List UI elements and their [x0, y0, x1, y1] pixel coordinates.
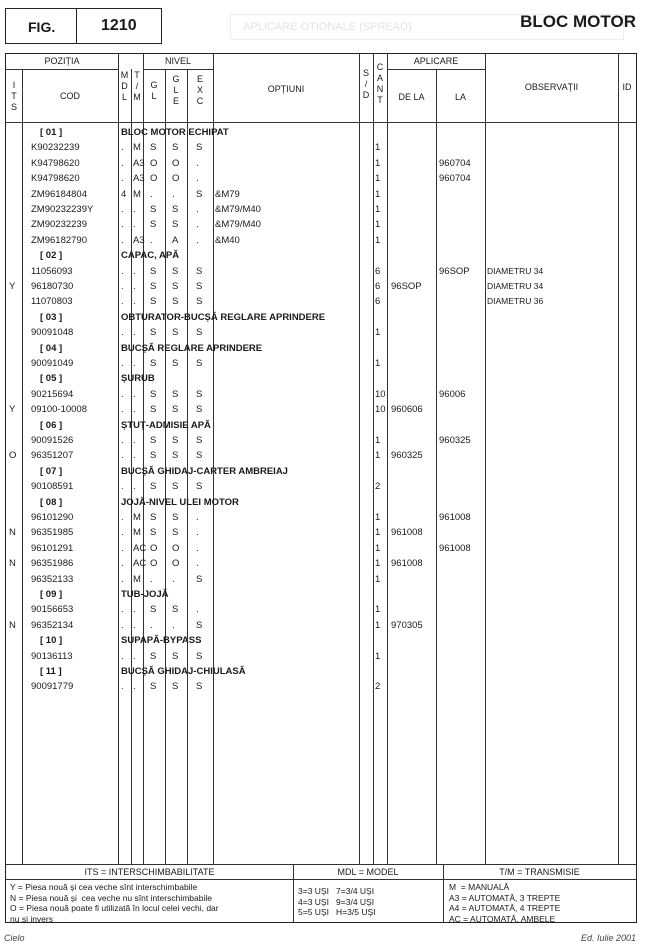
cod-cell: 09100-10008	[31, 404, 87, 416]
header-cod: COD	[60, 91, 80, 101]
gl-cell: S	[150, 358, 157, 369]
group-header-row	[6, 464, 636, 479]
gle-cell: S	[172, 435, 179, 446]
exc-cell: .	[196, 173, 199, 185]
header-observatii: OBSERVAȚII	[524, 82, 579, 92]
tm-cell: .	[133, 296, 136, 308]
legend-mdl-text: 3=3 UȘI 7=3/4 UȘI 4=3 UȘI 9=3/4 UȘI 5=5 UȘI H=3/5 UȘI	[298, 886, 376, 917]
gl-cell: O	[150, 157, 158, 169]
part-row	[6, 433, 636, 448]
tm-cell: .	[133, 358, 136, 369]
position-number: [ 07 ]	[40, 465, 63, 477]
cant-cell: 1	[375, 157, 381, 169]
header-optiuni: OPȚIUNI	[267, 84, 305, 94]
part-group-name: BUCȘĂ GHIDAJ-CARTER AMBREIAJ	[121, 465, 288, 477]
tm-cell: M	[133, 527, 141, 539]
cant-cell: 1	[375, 358, 381, 369]
part-row	[6, 402, 636, 417]
mdl-cell: .	[121, 204, 124, 215]
gle-cell: S	[172, 512, 179, 523]
tm-cell: M	[133, 142, 141, 154]
cod-cell: K94798620	[31, 157, 80, 169]
la-cell: 96006	[439, 388, 466, 400]
tm-cell: A3	[133, 234, 145, 246]
exc-cell: S	[196, 481, 203, 493]
tm-cell: M	[133, 573, 141, 585]
gle-cell: O	[172, 542, 180, 554]
observatii-cell: DIAMETRU 34	[487, 265, 544, 276]
group-header-row	[6, 248, 636, 263]
mdl-cell: .	[121, 173, 124, 185]
cant-cell: 1	[375, 604, 381, 616]
tm-cell: AC	[133, 542, 147, 554]
cod-cell: 96352133	[31, 573, 74, 585]
de-la-cell: 96SOP	[391, 281, 422, 292]
mdl-cell: .	[121, 296, 124, 308]
group-header-row	[6, 125, 636, 140]
cant-cell: 2	[375, 481, 381, 493]
cant-cell: 1	[375, 619, 381, 631]
mdl-cell: .	[121, 281, 124, 292]
mdl-cell: .	[121, 388, 124, 400]
its-cell: O	[9, 450, 17, 462]
cod-cell: 90091048	[31, 327, 74, 339]
gle-cell: .	[172, 188, 175, 200]
parts-table	[5, 53, 637, 923]
part-row	[6, 264, 636, 279]
part-group-name: OBTURATOR-BUCȘĂ REGLARE APRINDERE	[121, 311, 326, 323]
exc-cell: S	[196, 327, 203, 339]
part-group-name: BUCȘĂ REGLARE APRINDERE	[121, 342, 263, 354]
part-row	[6, 649, 636, 664]
header-pozitia: POZIȚIA	[44, 56, 80, 66]
tm-cell: M	[133, 512, 141, 523]
cant-cell: 1	[375, 435, 381, 446]
cod-cell: ZM96184804	[31, 188, 87, 200]
part-group-name: ȘURUB	[121, 373, 155, 385]
part-row	[6, 572, 636, 587]
mdl-cell: .	[121, 650, 124, 662]
gl-cell: S	[150, 388, 157, 400]
cod-cell: K94798620	[31, 173, 80, 185]
tm-cell: .	[133, 650, 136, 662]
gl-cell: O	[150, 542, 158, 554]
its-cell: Y	[9, 404, 16, 416]
cant-cell: 1	[375, 173, 381, 185]
gl-cell: S	[150, 404, 157, 416]
mdl-cell: .	[121, 681, 124, 693]
part-group-name: JOJĂ-NIVEL ULEI MOTOR	[121, 496, 239, 508]
mdl-cell: .	[121, 512, 124, 523]
group-header-row	[6, 633, 636, 648]
footer-left: Cielo	[4, 933, 25, 943]
header-mdl: M D L	[120, 70, 129, 102]
group-header-row	[6, 418, 636, 433]
part-row	[6, 448, 636, 463]
gl-cell: S	[150, 435, 157, 446]
cant-cell: 6	[375, 265, 381, 277]
gle-cell: .	[172, 619, 175, 631]
gle-cell: S	[172, 450, 179, 462]
gl-cell: .	[150, 234, 153, 246]
cod-cell: 96351207	[31, 450, 74, 462]
cod-cell: ZM96182790	[31, 234, 87, 246]
gl-cell: S	[150, 481, 157, 493]
exc-cell: .	[196, 542, 199, 554]
cant-cell: 10	[375, 388, 386, 400]
cant-cell: 1	[375, 219, 381, 231]
legend-its-title: ITS = INTERSCHIMBABILITATE	[84, 867, 215, 877]
part-row	[6, 171, 636, 186]
part-row	[6, 356, 636, 371]
gle-cell: S	[172, 296, 179, 308]
part-row	[6, 387, 636, 402]
position-number: [ 10 ]	[40, 635, 63, 647]
gl-cell: .	[150, 619, 153, 631]
mdl-cell: .	[121, 619, 124, 631]
gle-cell: S	[172, 650, 179, 662]
de-la-cell: 961008	[391, 527, 423, 539]
cant-cell: 6	[375, 281, 381, 292]
gle-cell: S	[172, 219, 179, 231]
cant-cell: 1	[375, 188, 381, 200]
gl-cell: .	[150, 188, 153, 200]
option-cell: &M40	[215, 234, 240, 246]
gle-cell: S	[172, 265, 179, 277]
header-de-la: DE LA	[398, 92, 425, 102]
header-cant: C A N T	[376, 62, 384, 105]
gle-cell: S	[172, 388, 179, 400]
tm-cell: .	[133, 204, 136, 215]
cant-cell: 1	[375, 527, 381, 539]
exc-cell: S	[196, 404, 203, 416]
cant-cell: 1	[375, 142, 381, 154]
position-number: [ 05 ]	[40, 373, 63, 385]
gle-cell: S	[172, 604, 179, 616]
group-header-row	[6, 371, 636, 386]
cant-cell: 1	[375, 512, 381, 523]
mdl-cell: .	[121, 358, 124, 369]
cod-cell: 96352134	[31, 619, 74, 631]
observatii-cell: DIAMETRU 36	[487, 296, 544, 307]
mdl-cell: .	[121, 219, 124, 231]
part-row	[6, 156, 636, 171]
tm-cell: .	[133, 435, 136, 446]
cant-cell: 10	[375, 404, 386, 416]
group-header-row	[6, 664, 636, 679]
exc-cell: S	[196, 435, 203, 446]
exc-cell: S	[196, 265, 203, 277]
header-la: LA	[454, 92, 466, 102]
tm-cell: .	[133, 219, 136, 231]
gle-cell: .	[172, 573, 175, 585]
la-cell: 961008	[439, 542, 471, 554]
part-row	[6, 618, 636, 633]
position-number: [ 08 ]	[40, 496, 63, 508]
cant-cell: 1	[375, 650, 381, 662]
mdl-cell: .	[121, 450, 124, 462]
gle-cell: S	[172, 358, 179, 369]
gl-cell: S	[150, 604, 157, 616]
cod-cell: 96101291	[31, 542, 74, 554]
cod-cell: 90215694	[31, 388, 74, 400]
position-number: [ 09 ]	[40, 589, 63, 600]
cod-cell: 96180730	[31, 281, 74, 292]
part-group-name: BUCȘĂ GHIDAJ-CHIULASĂ	[121, 666, 246, 677]
tm-cell: .	[133, 681, 136, 693]
gl-cell: S	[150, 281, 157, 292]
cod-cell: ZM90232239	[31, 219, 87, 231]
mdl-cell: .	[121, 527, 124, 539]
tm-cell: A3	[133, 157, 145, 169]
exc-cell: S	[196, 573, 203, 585]
exc-cell: S	[196, 188, 203, 200]
cod-cell: 11070803	[31, 296, 73, 308]
group-header-row	[6, 587, 636, 602]
legend-tm-title: T/M = TRANSMISIE	[499, 867, 580, 877]
exc-cell: .	[196, 604, 199, 616]
header-sd: S / D	[362, 68, 370, 100]
part-row	[6, 679, 636, 694]
part-row	[6, 233, 636, 248]
group-header-row	[6, 341, 636, 356]
mdl-cell: .	[121, 435, 124, 446]
gle-cell: S	[172, 481, 179, 493]
position-number: [ 06 ]	[40, 419, 63, 431]
gl-cell: S	[150, 650, 157, 662]
tm-cell: A3	[133, 173, 145, 185]
gle-cell: S	[172, 527, 179, 539]
header-exc: E X C	[196, 74, 204, 106]
part-row	[6, 556, 636, 571]
part-row	[6, 187, 636, 202]
la-cell: 960704	[439, 157, 471, 169]
gl-cell: S	[150, 512, 157, 523]
exc-cell: S	[196, 388, 203, 400]
part-row	[6, 510, 636, 525]
gle-cell: O	[172, 558, 180, 570]
la-cell: 960704	[439, 173, 471, 185]
gle-cell: S	[172, 404, 179, 416]
exc-cell: S	[196, 281, 203, 292]
cant-cell: 6	[375, 296, 381, 308]
cant-cell: 1	[375, 327, 381, 339]
its-cell: N	[9, 619, 16, 631]
part-row	[6, 140, 636, 155]
cant-cell: 1	[375, 558, 381, 570]
mdl-cell: .	[121, 404, 124, 416]
tm-cell: M	[133, 188, 141, 200]
exc-cell: S	[196, 450, 203, 462]
ghost-text: APLICARE OTIONALE (SPREAD)	[230, 14, 624, 40]
observatii-cell: DIAMETRU 34	[487, 281, 544, 291]
cod-cell: K90232239	[31, 142, 80, 154]
part-group-name: ȘTUȚ-ADMISIE APĂ	[121, 419, 211, 431]
exc-cell: .	[196, 512, 199, 523]
part-group-name: CAPAC, APĂ	[121, 250, 180, 262]
exc-cell: S	[196, 358, 203, 369]
de-la-cell: 970305	[391, 619, 423, 631]
tm-cell: .	[133, 388, 136, 400]
gl-cell: S	[150, 327, 157, 339]
position-number: [ 02 ]	[40, 250, 63, 262]
la-cell: 961008	[439, 512, 471, 523]
header-nivel: NIVEL	[164, 56, 191, 66]
position-number: [ 03 ]	[40, 311, 63, 323]
cod-cell: 96351985	[31, 527, 74, 539]
tm-cell: .	[133, 281, 136, 292]
tm-cell: .	[133, 404, 136, 416]
position-number: [ 11 ]	[40, 666, 62, 677]
cod-cell: 90091779	[31, 681, 74, 693]
option-cell: &M79/M40	[215, 219, 261, 231]
cod-cell: 90091049	[31, 358, 74, 369]
legend-mdl-title: MDL = MODEL	[337, 867, 399, 877]
cant-cell: 2	[375, 681, 381, 693]
figure-number: 1210	[101, 17, 137, 34]
gl-cell: .	[150, 573, 153, 585]
option-cell: &M79/M40	[215, 204, 261, 215]
gl-cell: S	[150, 204, 157, 215]
cant-cell: 1	[375, 450, 381, 462]
header-tm: T / M	[133, 70, 141, 102]
option-cell: &M79	[215, 188, 240, 200]
mdl-cell: .	[121, 604, 124, 616]
tm-cell: .	[133, 604, 136, 616]
footer-right: Ed. Iulie 2001	[580, 933, 636, 943]
gl-cell: S	[150, 296, 157, 308]
part-row	[6, 325, 636, 340]
cod-cell: 90108591	[31, 481, 74, 493]
part-group-name: SUPAPĂ-BYPASS	[121, 635, 202, 647]
exc-cell: .	[196, 219, 199, 231]
gl-cell: S	[150, 681, 157, 693]
mdl-cell: .	[121, 481, 124, 493]
header-aplicare: APLICARE	[413, 56, 459, 66]
tm-cell: AC	[133, 558, 147, 570]
part-row	[6, 217, 636, 232]
exc-cell: S	[196, 681, 203, 693]
exc-cell: .	[196, 204, 199, 215]
cod-cell: ZM90232239Y	[31, 204, 94, 215]
exc-cell: .	[196, 157, 199, 169]
exc-cell: .	[196, 234, 199, 246]
legend-its-text: Y = Piesa nouă și cea veche sînt interschimbabile N = Piesa nouă și cea veche nu sînt interschimbabile O = Piesa nouă poate fi utilizată în locul celei vechi, dar nu și invers	[10, 882, 219, 924]
gle-cell: S	[172, 142, 179, 154]
position-number: [ 04 ]	[40, 342, 63, 354]
part-row	[6, 602, 636, 617]
part-row	[6, 525, 636, 540]
de-la-cell: 960606	[391, 404, 423, 416]
exc-cell: S	[196, 619, 203, 631]
figure-box	[5, 8, 162, 44]
gl-cell: S	[150, 450, 157, 462]
exc-cell: S	[196, 142, 203, 154]
its-cell: N	[9, 527, 16, 539]
cod-cell: 96351986	[31, 558, 74, 570]
cant-cell: 1	[375, 542, 381, 554]
gl-cell: S	[150, 527, 157, 539]
cod-cell: 96101290	[31, 512, 74, 523]
part-group-name: BLOC MOTOR ECHIPAT	[121, 127, 229, 138]
part-row	[6, 541, 636, 556]
cant-cell: 1	[375, 573, 381, 585]
mdl-cell: 4	[121, 188, 127, 200]
position-number: [ 01 ]	[40, 127, 63, 138]
header-gl: G L	[150, 80, 158, 101]
cod-cell: 90091526	[31, 435, 74, 446]
header-id: ID	[622, 82, 632, 92]
mdl-cell: .	[121, 157, 124, 169]
gle-cell: S	[172, 281, 179, 292]
gle-cell: S	[172, 327, 179, 339]
exc-cell: .	[196, 558, 199, 570]
group-header-row	[6, 310, 636, 325]
mdl-cell: .	[121, 542, 124, 554]
figure-label: FIG.	[28, 19, 56, 35]
mdl-cell: .	[121, 234, 124, 246]
tm-cell: .	[133, 265, 136, 277]
de-la-cell: 960325	[391, 450, 423, 462]
cod-cell: 90156653	[31, 604, 74, 616]
la-cell: 96SOP	[439, 265, 470, 277]
page-title: BLOC MOTOR	[520, 12, 636, 31]
group-header-row	[6, 495, 636, 510]
cant-cell: 1	[375, 204, 381, 215]
part-group-name: TUB-JOJĂ	[121, 589, 169, 600]
gl-cell: O	[150, 173, 158, 185]
exc-cell: .	[196, 527, 199, 539]
gle-cell: A	[172, 234, 179, 246]
gl-cell: S	[150, 219, 157, 231]
header-gle: G L E	[172, 74, 180, 106]
mdl-cell: .	[121, 142, 124, 154]
gle-cell: S	[172, 204, 179, 215]
its-cell: Y	[9, 281, 16, 292]
exc-cell: S	[196, 296, 203, 308]
its-cell: N	[9, 558, 16, 570]
mdl-cell: .	[121, 327, 124, 339]
gle-cell: S	[172, 681, 179, 693]
la-cell: 960325	[439, 435, 471, 446]
part-row	[6, 294, 636, 309]
mdl-cell: .	[121, 265, 124, 277]
gl-cell: S	[150, 265, 157, 277]
cod-cell: 90136113	[31, 650, 73, 662]
gl-cell: O	[150, 558, 158, 570]
part-row	[6, 279, 636, 294]
part-row	[6, 202, 636, 217]
cod-cell: 11056093	[31, 265, 73, 277]
gle-cell: O	[172, 157, 180, 169]
tm-cell: .	[133, 619, 136, 631]
tm-cell: .	[133, 481, 136, 493]
de-la-cell: 961008	[391, 558, 423, 570]
part-row	[6, 479, 636, 494]
header-its: I T S	[10, 80, 17, 112]
tm-cell: .	[133, 327, 136, 339]
mdl-cell: .	[121, 573, 124, 585]
mdl-cell: .	[121, 558, 124, 570]
legend-tm-text: M = MANUALĂ A3 = AUTOMATĂ, 3 TREPTE A4 = AUTOMATĂ, 4 TREPTE AC = AUTOMATĂ, AMBELE	[449, 882, 561, 924]
exc-cell: S	[196, 650, 203, 662]
cant-cell: 1	[375, 234, 381, 246]
gl-cell: S	[150, 142, 157, 154]
tm-cell: .	[133, 450, 136, 462]
gle-cell: O	[172, 173, 180, 185]
